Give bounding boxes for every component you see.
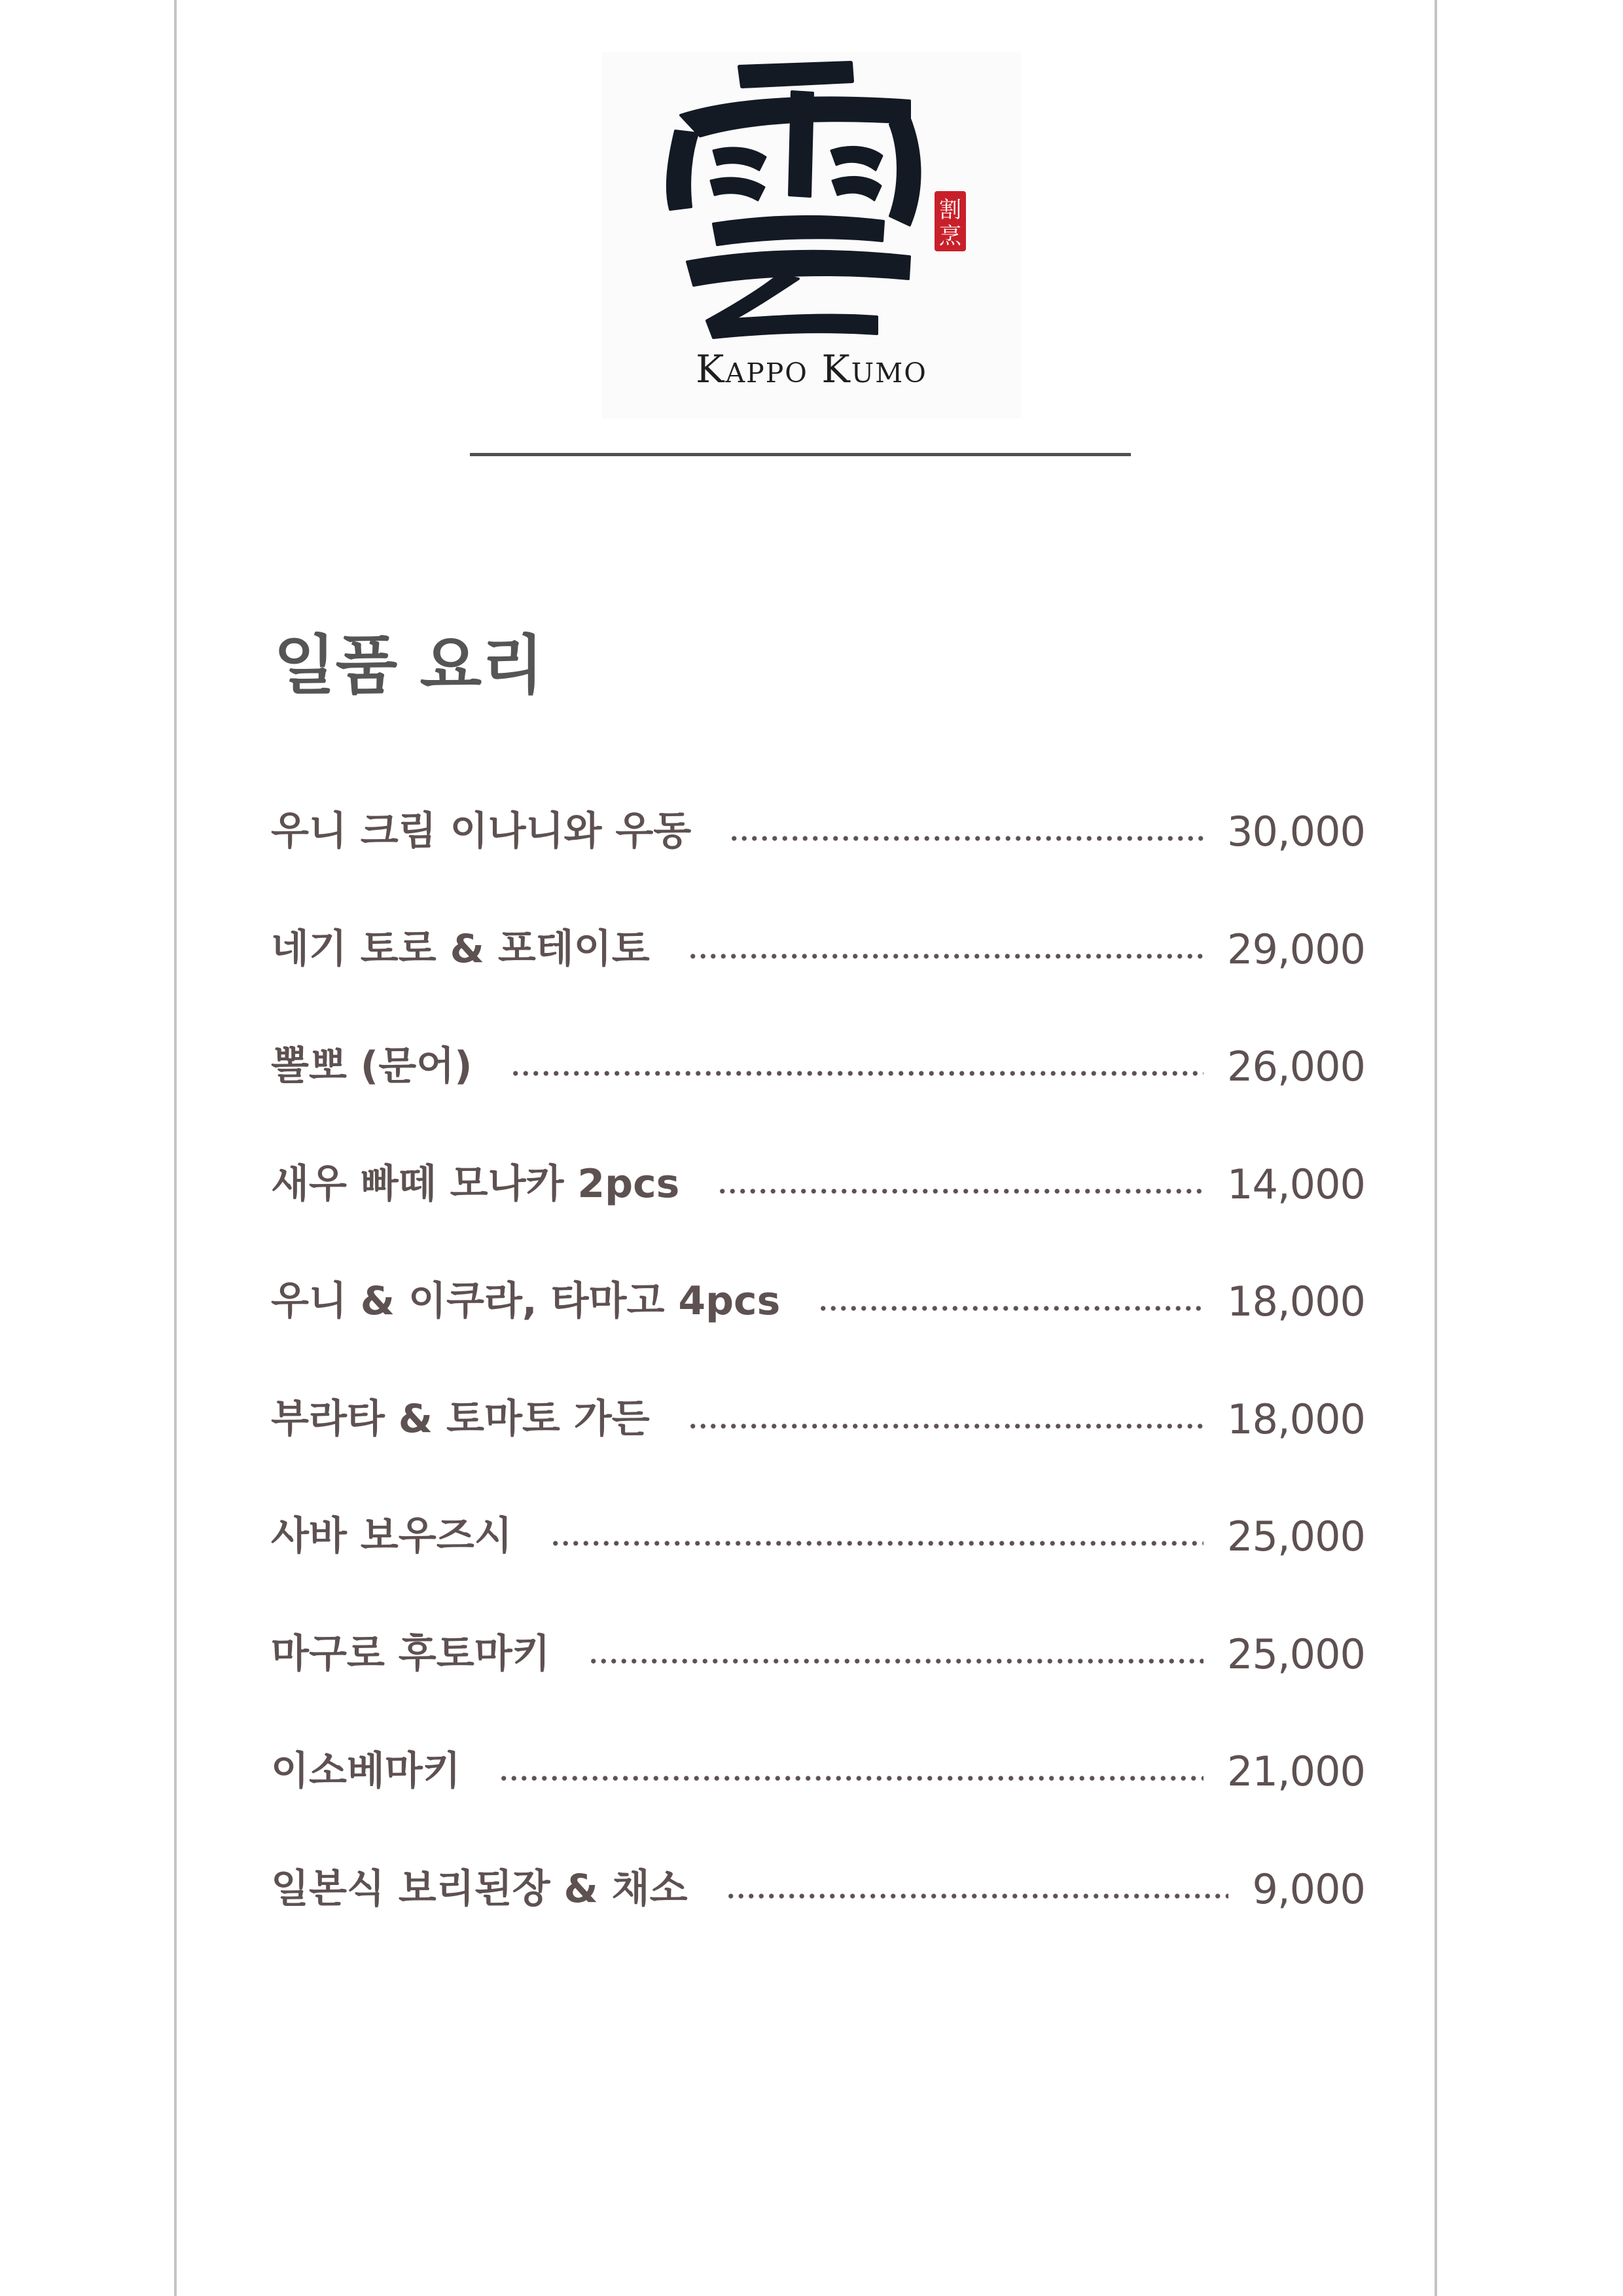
menu-list bbox=[271, 808, 1365, 1986]
menu-item bbox=[271, 1865, 1365, 1987]
menu-item-price: 25,000 bbox=[1227, 1513, 1365, 1560]
menu-item bbox=[271, 925, 1365, 1047]
menu-item-name: 일본식 보리된장 & 채소 bbox=[271, 1865, 688, 1912]
menu-item bbox=[271, 1043, 1365, 1164]
menu-item bbox=[271, 808, 1365, 929]
menu-item bbox=[271, 1395, 1365, 1517]
dot-leader bbox=[717, 1188, 1204, 1194]
menu-item bbox=[271, 1630, 1365, 1752]
seal-char-1: 割 bbox=[939, 197, 961, 223]
dot-leader bbox=[688, 953, 1204, 960]
page-border-left bbox=[174, 0, 177, 2296]
brand-name-visual: Kappo Kumo bbox=[696, 347, 927, 391]
menu-item-name: 새우 빠떼 모나카 2pcs bbox=[271, 1160, 680, 1207]
dot-leader bbox=[510, 1070, 1204, 1077]
kumo-calligraphy-icon bbox=[602, 52, 1021, 340]
menu-item-name: 이소베마키 bbox=[271, 1748, 461, 1794]
menu-item bbox=[271, 1748, 1365, 1869]
menu-item bbox=[271, 1160, 1365, 1282]
menu-item-name: 뽈뽀 (문어) bbox=[271, 1043, 473, 1089]
seal-char-2: 烹 bbox=[939, 223, 961, 249]
kappo-kumo-logo bbox=[602, 52, 1021, 419]
dot-leader bbox=[729, 835, 1204, 842]
menu-item-price: 26,000 bbox=[1227, 1043, 1365, 1090]
header-divider bbox=[470, 453, 1131, 456]
menu-item-price: 9,000 bbox=[1252, 1865, 1365, 1913]
dot-leader bbox=[818, 1305, 1204, 1312]
menu-item-name: 부라타 & 토마토 가든 bbox=[271, 1395, 650, 1442]
dot-leader bbox=[726, 1893, 1228, 1899]
menu-item bbox=[271, 1278, 1365, 1399]
dot-leader bbox=[688, 1423, 1204, 1429]
menu-item-price: 18,000 bbox=[1227, 1278, 1365, 1325]
menu-item-name: 우니 & 이쿠라, 타마고 4pcs bbox=[271, 1278, 781, 1324]
page-border-right bbox=[1435, 0, 1437, 2296]
dot-leader bbox=[588, 1658, 1204, 1664]
brand-name bbox=[602, 347, 1021, 391]
menu-item-name: 네기 토로 & 포테이토 bbox=[271, 925, 650, 972]
menu-item-name: 우니 크림 이나니와 우동 bbox=[271, 808, 692, 854]
menu-item-price: 29,000 bbox=[1227, 925, 1365, 973]
menu-item-price: 14,000 bbox=[1227, 1160, 1365, 1208]
menu-item-price: 18,000 bbox=[1227, 1395, 1365, 1443]
menu-item-name: 사바 보우즈시 bbox=[271, 1513, 512, 1559]
menu-item-price: 25,000 bbox=[1227, 1630, 1365, 1678]
section-title: 일품 요리 bbox=[274, 628, 544, 703]
dot-leader bbox=[550, 1540, 1204, 1547]
menu-item-price: 21,000 bbox=[1227, 1748, 1365, 1795]
dot-leader bbox=[499, 1775, 1204, 1782]
menu-item-price: 30,000 bbox=[1227, 808, 1365, 855]
menu-item-name: 마구로 후토마키 bbox=[271, 1630, 550, 1677]
menu-item bbox=[271, 1513, 1365, 1634]
